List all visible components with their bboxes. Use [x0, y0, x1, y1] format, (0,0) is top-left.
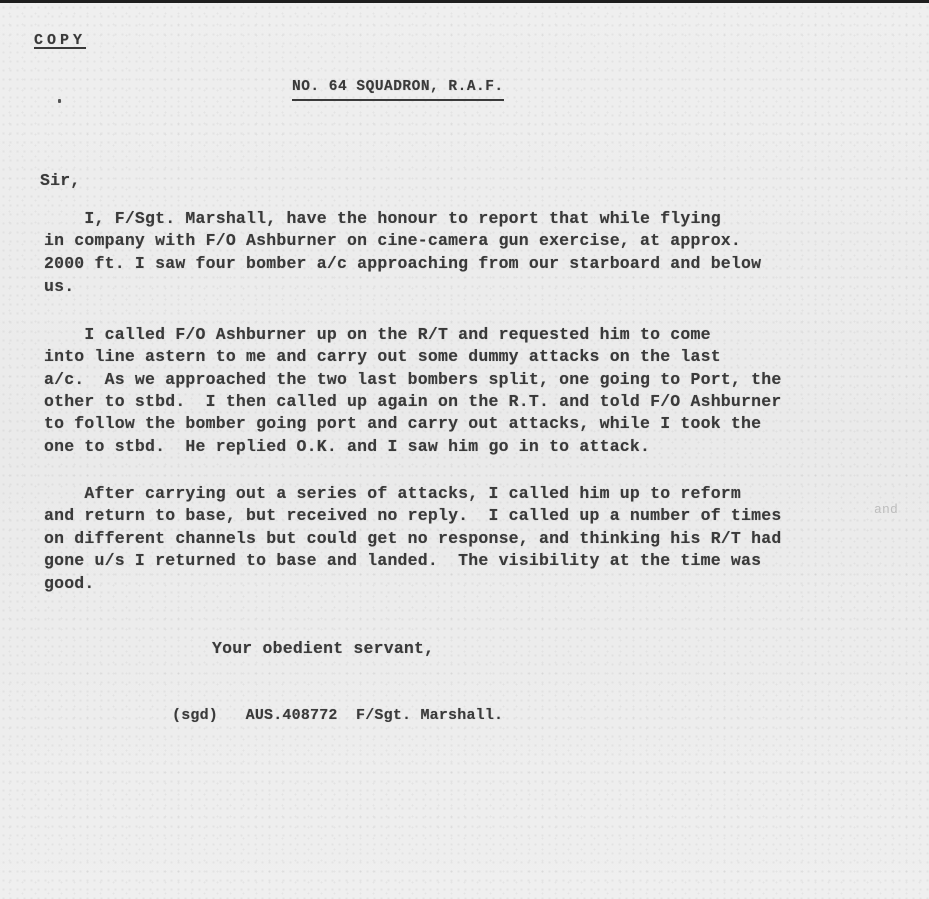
paragraph-line: a/c. As we approached the two last bombers split, one going to Port, the — [44, 370, 782, 389]
squadron-heading: NO. 64 SQUADRON, R.A.F. — [292, 77, 504, 101]
closing: Your obedient servant, — [212, 639, 435, 658]
paragraph-line: in company with F/O Ashburner on cine-camera gun exercise, at approx. — [44, 231, 742, 250]
paragraph-line: 2000 ft. I saw four bomber a/c approaching from our starboard and below — [44, 254, 762, 273]
margin-bleed-text: and — [874, 502, 899, 517]
paragraph-line: to follow the bomber going port and carry out attacks, while I took the — [44, 414, 762, 433]
paragraph-line: other to stbd. I then called up again on the R.T. and told F/O Ashburner — [44, 392, 782, 411]
signature-line: (sgd) AUS.408772 F/Sgt. Marshall. — [172, 707, 504, 724]
paragraph-line: on different channels but could get no response, and thinking his R/T had — [44, 529, 782, 548]
typed-letter-page — [0, 3, 929, 899]
paragraph-line: and return to base, but received no reply. I called up a number of times — [44, 506, 782, 525]
salutation: Sir, — [40, 171, 81, 190]
paragraph-line: good. — [44, 574, 95, 593]
paragraph-line: one to stbd. He replied O.K. and I saw him go in to attack. — [44, 437, 651, 456]
copy-mark: COPY — [34, 32, 87, 49]
paragraph-line: us. — [44, 277, 75, 296]
paragraph-line: I called F/O Ashburner up on the R/T and requested him to come — [44, 325, 711, 344]
paragraph-line: into line astern to me and carry out some dummy attacks on the last — [44, 347, 721, 366]
paragraph-line: gone u/s I returned to base and landed. The visibility at the time was — [44, 551, 762, 570]
ink-mark — [58, 99, 61, 103]
paragraph-line: I, F/Sgt. Marshall, have the honour to report that while flying — [44, 209, 721, 228]
paragraph-line: After carrying out a series of attacks, I called him up to reform — [44, 484, 742, 503]
